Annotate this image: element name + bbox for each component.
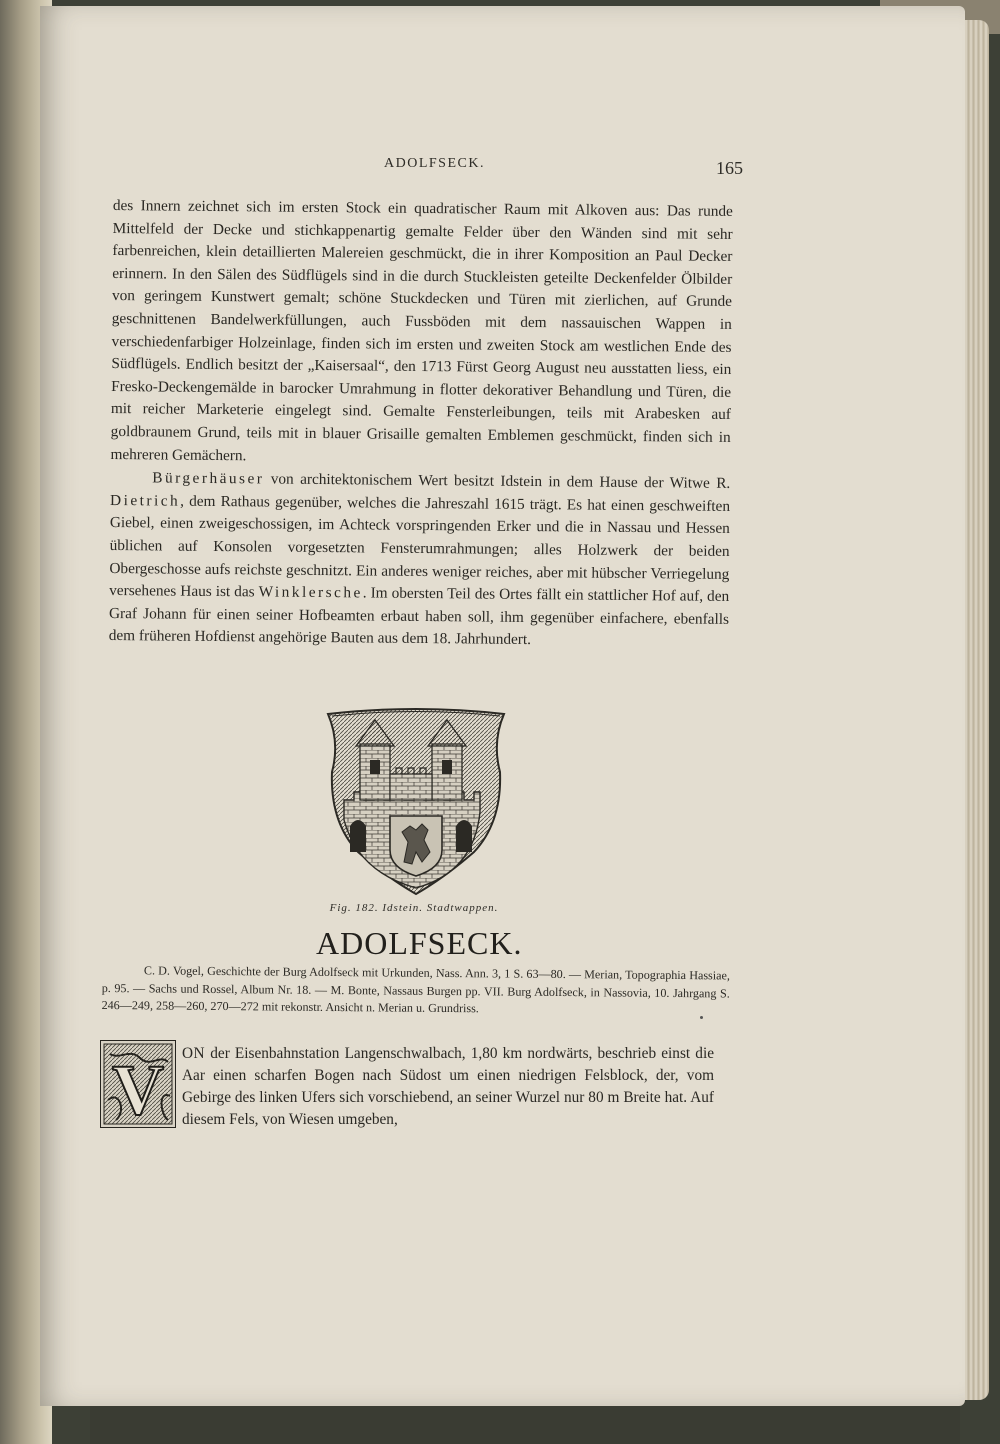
- decorated-initial-image: [100, 1040, 176, 1128]
- book-bottom-shadow: [90, 1400, 960, 1444]
- bibliography: [102, 962, 730, 1020]
- opening-first-word: ON: [182, 1045, 206, 1062]
- bibliography-text: C. D. Vogel, Geschichte der Burg Adolfseck mit Urkunden, Nass. Ann. 3, 1 S. 63—80. — Merian, Topographia Hassiae, p. 95. — Sachs und Rossel, Album Nr. 18. — M. Bonte, Nassaus Burgen pp. VII. Burg Adolfseck, in Nassovia, 10. Jahrgang S. 246—249, 258—260, 270—272 mit rekonstr. Ansicht n. Merian u. Grundriss.: [101, 963, 730, 1016]
- paragraph-buergerhaeuser: [109, 467, 731, 654]
- figure-caption: Fig. 182. Idstein. Stadtwappen.: [329, 902, 499, 914]
- page-speck: [700, 1016, 703, 1019]
- paragraph-text: . Im obersten Teil des Ortes fällt ein stattlicher Hof auf, den Graf Johann für einen seiner Hofbeamten erbaut haben soll, ihm gegenüber einfachere, ebenfalls dem früheren Hofdienst angehörige Bauten aus dem 18. Jahrhundert.: [108, 584, 730, 649]
- paragraph-text: , dem Rathaus gegenüber, welches die Jahreszahl 1615 trägt. Es hat einen geschweiften Giebel, einen zweigeschossigen, im Achteck vorspringenden Erker und die in Nassau und Hessen üblichen auf Konsolen vorgesetzten Fensterumrahmungen; alles Holzwerk der beiden Obergeschosse aufs reichste geschnitzt. Ein anderes weniger reiches, aber mit hübscher Verriegelung versehenes Haus ist das: [109, 492, 731, 601]
- body-text: [109, 195, 733, 654]
- name-winklersche: Winklersche: [258, 583, 363, 602]
- running-head: ADOLFSECK.: [384, 156, 485, 171]
- paragraph-interior: des Innern zeichnet sich im ersten Stock ein quadratischer Raum mit Alkoven aus: Das runde Mittelfeld der Decke und stichkappenartig gemalte Felder über den Wänden sind mit sehr farbenreichen, klein detaillierten Malereien geschmückt, die in ihrer Komposition an Paul Decker erinnern. In den Sälen des Südflügels sind in die durch Stuckleisten geteilte Deckenfelder Ölbilder von geringem Kunstwert gemalt; schöne Stuckdecken und Türen mit zierlichen, auf Grunde geschnittenen Bandelwerkfüllungen, auch Fussböden mit dem nassauischen Wappen in verschiedenfarbiger Holzeinlage, finden sich im ersten und zweiten Stock am westlichen Ende des Südflügels. Endlich besitzt der „Kaisersaal“, den 1713 Fürst Georg August neu ausstatten liess, ein Fresko-Deckengemälde in barocker Umrahmung in flotter dekorativer Behandlung und Türen, die mit reicher Marketerie eingelegt sind. Gemalte Fensterleibungen, teils mit Arabesken auf goldbraunem Grund, teils mit in blauer Grisaille gemalten Emblemen geschmückt, finden sich in mehreren Gemächern.: [110, 196, 733, 464]
- opening-paragraph: [182, 1043, 714, 1131]
- name-dietrich: Dietrich: [109, 491, 181, 510]
- initial-letter: V: [112, 1050, 164, 1128]
- paragraph-text: von architektonischem Wert besitzt Idstein in dem Hause der Witwe R.: [264, 470, 731, 493]
- term-buergerhaeuser: Bürgerhäuser: [152, 469, 265, 488]
- idstein-coat-of-arms-image: [324, 702, 508, 898]
- page-number: 165: [716, 158, 743, 178]
- section-title: ADOLFSECK.: [316, 925, 523, 961]
- opening-text: der Eisenbahnstation Langenschwalbach, 1,80 km nordwärts, beschrieb einst die Aar einen scharfen Bogen nach Südost um einen niedrigen Felsblock, der, vom Gebirge des linken Ufers sich vorschiebend, an seiner Wurzel nur 80 m Breite hat. Auf diesem Fels, von Wiesen umgeben,: [182, 1045, 714, 1128]
